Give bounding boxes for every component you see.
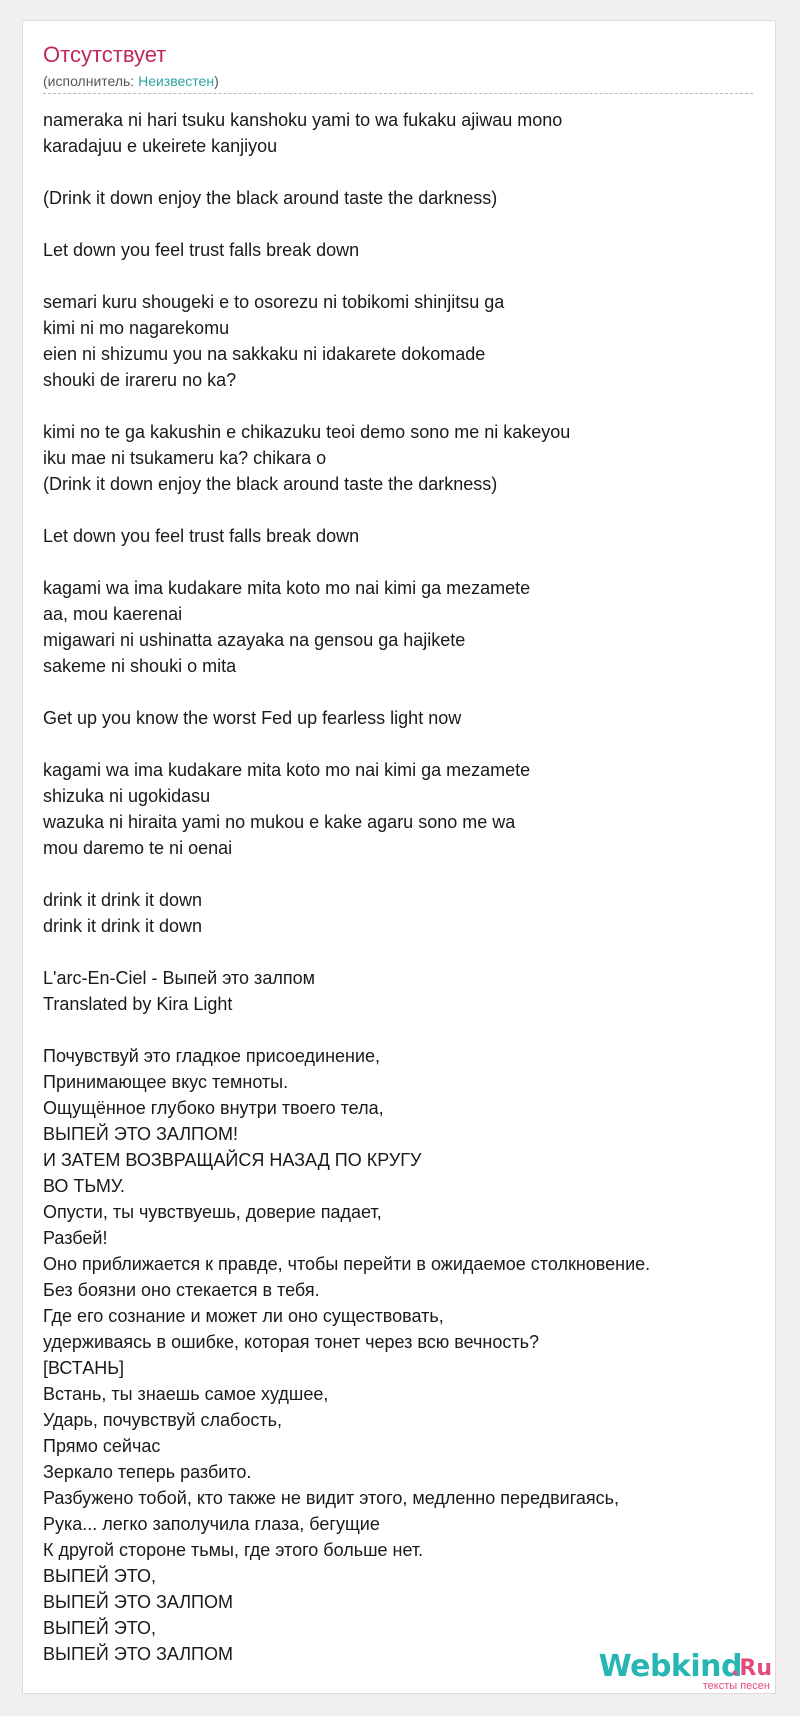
performer-suffix: ) (214, 73, 219, 89)
lyric-line: ВЫПЕЙ ЭТО, (43, 1618, 156, 1638)
lyric-line: ВЫПЕЙ ЭТО, (43, 1566, 156, 1586)
header-divider (43, 93, 753, 94)
lyric-line: Ударь, почувствуй слабость, (43, 1410, 282, 1430)
lyric-line: kagami wa ima kudakare mita koto mo nai kimi ga mezamete (43, 578, 531, 598)
song-title: Отсутствует (43, 42, 167, 67)
lyric-line: Let down you feel trust falls break down (43, 526, 360, 546)
lyric-line (43, 393, 753, 419)
lyric-line: kagami wa ima kudakare mita koto mo nai kimi ga mezamete (43, 760, 531, 780)
lyric-line (43, 549, 753, 575)
lyric-line: Зеркало теперь разбито. (43, 1462, 252, 1482)
lyric-line: sakeme ni shouki o mita (43, 656, 237, 676)
lyric-line (43, 159, 753, 185)
lyric-line: wazuka ni hiraita yami no mukou e kake agaru sono me wa (43, 812, 516, 832)
performer-prefix: (исполнитель: (43, 73, 139, 89)
lyric-line: Get up you know the worst Fed up fearless light now (43, 708, 462, 728)
performer-link[interactable]: Неизвестен (138, 73, 215, 89)
lyric-line: Let down you feel trust falls break down (43, 240, 360, 260)
logo-domain-suffix: .Ru (731, 1656, 772, 1681)
lyric-line: karadajuu e ukeirete kanjiyou (43, 136, 278, 156)
lyric-line: (Drink it down enjoy the black around taste the darkness) (43, 474, 498, 494)
lyric-line: mou daremo te ni oenai (43, 838, 233, 858)
logo-tagline: тексты песен (702, 1680, 770, 1692)
lyric-line: drink it drink it down (43, 916, 203, 936)
lyrics-body (43, 107, 753, 1667)
lyric-line: Прямо сейчас (43, 1436, 161, 1456)
lyric-line (43, 731, 753, 757)
lyric-line: semari kuru shougeki e to osorezu ni tobikomi shinjitsu ga (43, 292, 505, 312)
lyric-line: migawari ni ushinatta azayaka na gensou ga hajikete (43, 630, 466, 650)
lyric-line: nameraka ni hari tsuku kanshoku yami to wa fukaku ajiwau mono (43, 110, 563, 130)
lyric-line: eien ni shizumu you na sakkaku ni idakarete dokomade (43, 344, 486, 364)
lyric-line: kimi no te ga kakushin e chikazuku teoi demo sono me ni kakeyou (43, 422, 571, 442)
lyric-line: удерживаясь в ошибке, которая тонет через всю вечность? (43, 1332, 540, 1352)
lyric-line (43, 679, 753, 705)
lyric-line: Без боязни оно стекается в тебя. (43, 1280, 320, 1300)
lyric-line (43, 263, 753, 289)
lyric-line: Опусти, ты чувствуешь, доверие падает, (43, 1202, 382, 1222)
lyric-line: И ЗАТЕМ ВОЗВРАЩАЙСЯ НАЗАД ПО КРУГУ (43, 1150, 422, 1170)
lyric-line: К другой стороне тьмы, где этого больше нет. (43, 1540, 424, 1560)
lyric-line: ВЫПЕЙ ЭТО ЗАЛПОМ! (43, 1124, 238, 1144)
lyrics-card (22, 20, 776, 1694)
lyric-line: shizuka ni ugokidasu (43, 786, 211, 806)
lyric-line: iku mae ni tsukameru ka? chikara o (43, 448, 327, 468)
lyric-line: Принимающее вкус темноты. (43, 1072, 289, 1092)
performer-line (43, 73, 219, 89)
lyric-line: Разбей! (43, 1228, 108, 1248)
lyric-line: Почувствуй это гладкое присоединение, (43, 1046, 381, 1066)
lyric-line: ВО ТЬМУ. (43, 1176, 125, 1196)
site-logo[interactable] (572, 1650, 772, 1694)
lyric-line: Рука... легко заполучила глаза, бегущие (43, 1514, 380, 1534)
lyric-line: [ВСТАНЬ] (43, 1358, 125, 1378)
lyric-line: Оно приближается к правде, чтобы перейти в ожидаемое столкновение. (43, 1254, 651, 1274)
lyric-line: Ощущённое глубоко внутри твоего тела, (43, 1098, 384, 1118)
lyric-line: aa, mou kaerenai (43, 604, 183, 624)
lyric-line (43, 939, 753, 965)
lyric-line: Разбужено тобой, кто также не видит этого, медленно передвигаясь, (43, 1488, 620, 1508)
lyric-line: shouki de irareru no ka? (43, 370, 237, 390)
lyric-line (43, 211, 753, 237)
lyric-line: drink it drink it down (43, 890, 203, 910)
lyric-line: L'arc-En-Ciel - Выпей это залпом (43, 968, 315, 988)
lyric-line: Встань, ты знаешь самое худшее, (43, 1384, 329, 1404)
lyric-line: Где его сознание и может ли оно существовать, (43, 1306, 444, 1326)
lyric-line: Translated by Kira Light (43, 994, 233, 1014)
lyric-line: kimi ni mo nagarekomu (43, 318, 230, 338)
lyric-line: (Drink it down enjoy the black around taste the darkness) (43, 188, 498, 208)
lyric-line (43, 861, 753, 887)
logo-wordmark: Webkind (598, 1649, 742, 1684)
lyric-line (43, 1017, 753, 1043)
lyric-line (43, 497, 753, 523)
lyric-line: ВЫПЕЙ ЭТО ЗАЛПОМ (43, 1644, 233, 1664)
lyric-line: ВЫПЕЙ ЭТО ЗАЛПОМ (43, 1592, 233, 1612)
